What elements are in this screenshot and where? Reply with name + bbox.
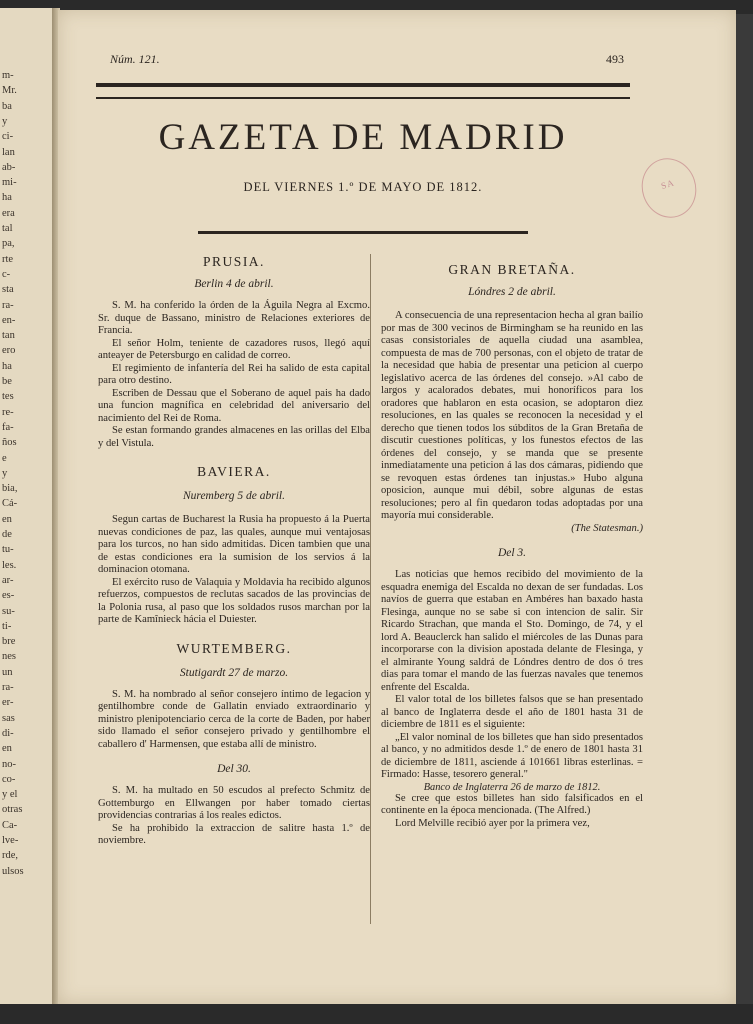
- prev-page-text-fragment: y: [2, 467, 8, 479]
- prev-page-text-fragment: les.: [2, 559, 17, 571]
- bank-dateline: Banco de Inglaterra 26 de marzo de 1812.: [423, 781, 601, 793]
- prev-page-text-fragment: di-: [2, 727, 14, 739]
- masthead-title: GAZETA DE MADRID: [158, 117, 568, 158]
- prev-page-text-fragment: sta: [2, 284, 14, 296]
- dateline-del-30: Del 30.: [217, 763, 251, 775]
- article-paragraph: S. M. ha multado en 50 escudos al prefecto Schmitz de Gottemburgo en Ellwangen por haber tomado ciertas providencias contrarias á los reales edictos.: [98, 785, 370, 821]
- article-paragraph: Escriben de Dessau que el Soberano de aquel pais ha dado una funcion magnífica en celebridad del aniversario del nacimiento del Rei de Roma.: [98, 387, 370, 424]
- prev-page-text-fragment: ra-: [2, 299, 14, 311]
- prev-page-text-fragment: fa-: [2, 421, 14, 433]
- prev-page-text-fragment: be: [2, 376, 12, 387]
- issue-number: Núm. 121.: [110, 52, 160, 66]
- prev-page-text-fragment: Cá-: [2, 498, 18, 510]
- article-paragraph: S. M. ha conferido la órden de la Águila Negra al Excmo. Sr. duque de Bassano, ministro de Relaciones exteriores de Francia.: [98, 300, 370, 336]
- date-rule: [198, 231, 528, 234]
- source-citation: (The Statesman.): [571, 522, 643, 534]
- dateline-londres: Lóndres 2 de abril.: [468, 286, 556, 298]
- prev-page-text-fragment: ños: [2, 437, 17, 449]
- prev-page-text-fragment: tal: [2, 223, 13, 234]
- prev-page-text-fragment: re-: [2, 406, 14, 418]
- prev-page-text-fragment: tan: [2, 330, 15, 342]
- prev-page-text-fragment: er-: [2, 697, 14, 709]
- article-paragraph: S. M. ha nombrado al señor consejero íntimo de legacion y gentilhombre conde de Gallatin enviado extraordinario y ministro plenipotenciario cerca de la corte de Baden, por haber sido llamado el señor consejero privado y gentilhombre el caballero d' Harmensen, que estaba allí de ministro.: [98, 688, 370, 750]
- prev-page-text-fragment: ci-: [2, 131, 14, 143]
- dateline-stutigardt: Stutigardt 27 de marzo.: [179, 666, 289, 679]
- prev-page-text-fragment: ra-: [2, 682, 14, 693]
- prev-page-text-fragment: ha: [2, 192, 12, 204]
- prev-page-text-fragment: y: [2, 115, 8, 127]
- article-paragraph: Se cree que estos billetes han sido falsificados en el continente en la época mencionada. (The Alfred.): [381, 792, 643, 816]
- prev-page-text-fragment: en: [2, 743, 12, 755]
- section-heading-prusia: PRUSIA.: [203, 254, 265, 269]
- article-paragraph: El valor total de los billetes falsos que se han presentado al banco de Inglaterra desde el año de 1801 hasta 31 de diciembre de 1811 es el siguiente:: [381, 694, 643, 730]
- prev-page-text-fragment: ab-: [2, 161, 16, 173]
- prev-page-text-fragment: era: [2, 207, 15, 219]
- prev-page-text-fragment: en-: [2, 314, 16, 326]
- dateline-nuremberg: Nuremberg 5 de abril.: [182, 490, 285, 502]
- prev-page-text-fragment: bia,: [2, 483, 18, 495]
- article-paragraph: El exército ruso de Valaquia y Moldavia ha recibido algunos refuerzos, compuestos de reclutas sacados de las provincias de la Polonia rusa, al paso que los soldados rusos marchan por la parte de Kamînieck hácia el Duiester.: [98, 576, 370, 625]
- prev-page-text-fragment: un: [2, 666, 13, 678]
- quoted-paragraph: „El valor nominal de los billetes que han sido presentados al banco, y no admitidos desde 1.º de enero de 1801 hasta 31 de diciembre de 1811, asciende á 101661 libras esterlinas. = Firmado: Hasse, tesorero general.": [381, 731, 643, 780]
- dateline-berlin: Berlin 4 de abril.: [194, 278, 274, 290]
- prev-page-text-fragment: co-: [2, 773, 16, 785]
- prev-page-text-fragment: ulsos: [2, 865, 24, 877]
- top-double-rule: [96, 83, 630, 99]
- article-paragraph: Segun cartas de Bucharest la Rusia ha propuesto á la Puerta nuevas condiciones de paz, las quales, aunque mui ventajosas para los turcos, no han sido admitidas. Dicen tambien que una de estas condiciones era la sumision de los servios á la dominacion otomana.: [98, 514, 370, 575]
- prev-page-text-fragment: ba: [2, 100, 12, 112]
- prev-page-text-fragment: tes: [2, 391, 14, 403]
- right-column: [371, 254, 643, 830]
- date-line: DEL VIERNES 1.º DE MAYO DE 1812.: [243, 180, 483, 194]
- prev-page-text-fragment: ar-: [2, 574, 14, 586]
- prev-page-text-fragment: m-: [2, 70, 14, 81]
- article-paragraph: Lord Melville recibió ayer por la primera vez,: [395, 817, 590, 829]
- previous-page-edge: [0, 8, 54, 1004]
- prev-page-text-fragment: ti-: [2, 620, 12, 632]
- prev-page-text-fragment: c-: [2, 268, 11, 280]
- prev-page-text-fragment: rte: [2, 253, 14, 265]
- prev-page-text-fragment: es-: [2, 590, 15, 602]
- left-column: [98, 254, 370, 848]
- prev-page-text-fragment: no-: [2, 758, 16, 770]
- prev-page-text-fragment: en: [2, 513, 12, 525]
- prev-page-text-fragment: sas: [2, 712, 15, 724]
- prev-page-text-fragment: nes: [2, 651, 16, 663]
- prev-page-text-fragment: su-: [2, 605, 15, 617]
- article-paragraph: El señor Holm, teniente de cazadores rusos, llegó aquí anteayer de Petersburgo en calidad de correo.: [98, 337, 370, 361]
- prev-page-text-fragment: de: [2, 529, 12, 540]
- library-stamp-icon: SA: [634, 151, 704, 225]
- section-heading-baviera: BAVIERA.: [197, 464, 271, 479]
- prev-page-text-fragment: Mr.: [2, 85, 17, 97]
- article-paragraph: A consecuencia de una representacion hecha al gran bailío por mas de 300 vecinos de Birmingham se ha reunido en las casas consistoriales de aquella ciudad una asamblea, compuesta de mas de 700 personas, con el objeto de tratar de la necesidad que habia de presentar una peticion al cuerpo legislativo acerca de las órdenes del consejo. »Al cabo de largos y acalorados debates, mui honoríficos para los oradores que hablaron en esta ocasion, se adoptaron diez resoluciones, en las quales se reconocen la necesidad y el derecho que tienen todos los súbditos de la Gran Bretaña de discutir cuestiones políticas, y los funestos efectos de las órdenes del consejo, y se manda que se presente inmediatamente una peticion á las dos cámaras, pidiendo que se revoquen estas órdenes tan injustas.» Hubo alguna oposicion, aunque mui débil, sobre algunas de estas resoluciones; pero al fin quedaron todas adoptadas por una mayoría mui considerable.: [381, 310, 643, 521]
- prev-page-text-fragment: ha: [2, 360, 12, 372]
- prev-page-text-fragment: lan: [2, 146, 15, 158]
- prev-page-text-fragment: ero: [2, 345, 16, 357]
- article-paragraph: El regimiento de infantería del Rei ha salido de esta capital para otro destino.: [98, 362, 370, 386]
- prev-page-text-fragment: tu-: [2, 544, 14, 556]
- prev-page-text-fragment: pa,: [2, 238, 15, 250]
- prev-page-text-fragment: Ca-: [2, 819, 18, 831]
- article-paragraph: Las noticias que hemos recibido del movimiento de la esquadra enemiga del Escalda no dexan de ser fundadas. Los navíos de guerra que estaban en Ambéres han baxado hasta Flesinga, aunque no se sabe si con intencion de salir. Sir Ricardo Strachan, que manda el Sto. Domingo, de 74, y el lord A. Beauclerck han salido el miércoles de las Dunas para incorporarse con la division apostada delante de Flesinga, y el almirante Young saldrá de Lóndres dentro de dos ó tres dias para tomar el mando de las fuerzas navales que tenemos enfrente del Escalda.: [381, 569, 643, 693]
- prev-page-text-fragment: rde,: [2, 850, 19, 862]
- prev-page-text-fragment: y el: [2, 789, 18, 801]
- section-heading-wurtemberg: WURTEMBERG.: [176, 640, 292, 656]
- prev-page-text-fragment: bre: [2, 636, 16, 648]
- section-heading-gran-bretana: GRAN BRETAÑA.: [448, 262, 576, 277]
- prev-page-text-fragment: otras: [2, 804, 23, 816]
- prev-page-text-fragment: mi-: [2, 177, 17, 189]
- article-paragraph: Se estan formando grandes almacenes en las orillas del Elba y del Vistula.: [98, 425, 370, 449]
- newspaper-page: [58, 10, 736, 1004]
- background-edge: [736, 14, 753, 1004]
- prev-page-text-fragment: lve-: [2, 835, 19, 846]
- page-number: 493: [606, 52, 624, 66]
- dateline-del-3: Del 3.: [497, 547, 527, 559]
- prev-page-text-fragment: e: [2, 452, 7, 464]
- article-paragraph: Se ha prohibido la extraccion de salitre hasta 1.º de noviembre.: [98, 822, 370, 846]
